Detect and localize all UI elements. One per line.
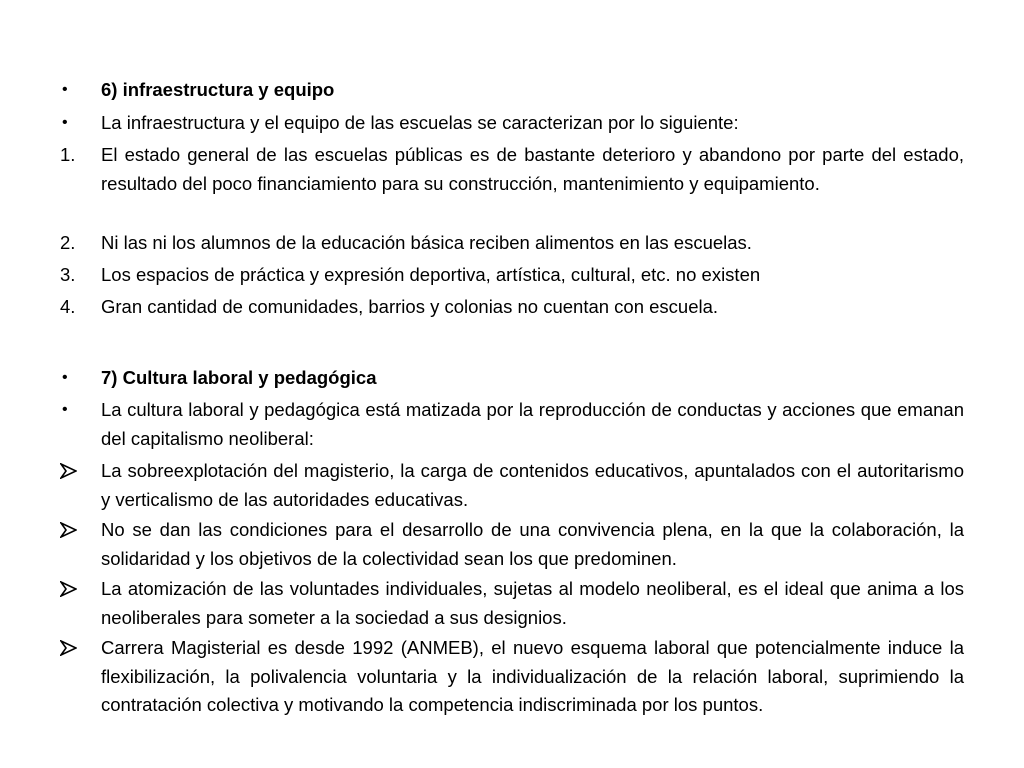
arrow-bullet-icon [58,634,101,656]
numbered-item-text: El estado general de las escuelas públicas es de bastante deterioro y abandono por parte del estado, resultado del poco financiamiento para su construcción, mantenimiento y equipamiento. [101,144,964,194]
numbered-item-text: Los espacios de práctica y expresión deportiva, artística, cultural, etc. no existen [101,264,761,285]
numbered-item-4 [58,293,964,322]
arrow-item-text: No se dan las condiciones para el desarrollo de una convivencia plena, en la que la colaboración, la solidaridad y los objetivos de la colectividad sean los que predominen. [101,519,964,569]
section7-intro-item [58,396,964,453]
arrow-item-3 [58,575,964,632]
bullet-marker: • [62,401,68,418]
arrow-item-text: La atomización de las voluntades individuales, sujetas al modelo neoliberal, es el ideal que anima a los neoliberales para someter a la sociedad a sus designios. [101,578,964,628]
arrow-bullet-icon [58,457,101,479]
numbered-item-text: Gran cantidad de comunidades, barrios y colonias no cuentan con escuela. [101,296,719,317]
section6-intro-item [58,109,964,138]
bullet-marker: • [62,81,68,98]
section6-heading-item [58,76,964,105]
item-number: 4. [60,296,76,317]
item-number: 2. [60,232,76,253]
bullet-marker: • [62,369,68,386]
section7-intro: La cultura laboral y pedagógica está matizada por la reproducción de conductas y acciones que emanan del capitalismo neoliberal: [101,399,964,449]
numbered-item-2 [58,229,964,258]
arrow-item-1 [58,457,964,514]
bullet-marker: • [62,114,68,131]
item-number: 3. [60,264,76,285]
section6-intro: La infraestructura y el equipo de las escuelas se caracterizan por lo siguiente: [101,112,739,133]
section6-heading: 6) infraestructura y equipo [101,79,335,100]
numbered-item-text: Ni las ni los alumnos de la educación básica reciben alimentos en las escuelas. [101,232,752,253]
slide-content [58,74,964,764]
numbered-item-3 [58,261,964,290]
section7-heading: 7) Cultura laboral y pedagógica [101,367,377,388]
arrow-item-2 [58,516,964,573]
arrow-bullet-icon [58,516,101,538]
arrow-bullet-icon [58,575,101,597]
arrow-item-4 [58,634,964,720]
section7-heading-item [58,364,964,393]
arrow-item-text: La sobreexplotación del magisterio, la carga de contenidos educativos, apuntalados con el autoritarismo y verticalismo de las autoridades educativas. [101,460,964,510]
numbered-item-1 [58,141,964,198]
arrow-item-text: Carrera Magisterial es desde 1992 (ANMEB), el nuevo esquema laboral que potencialmente induce la flexibilización, la polivalencia voluntaria y la individualización de la relación laboral, suprimiendo la contratación colectiva y motivando la competencia indiscriminada por los puntos. [101,637,964,715]
item-number: 1. [60,144,76,165]
